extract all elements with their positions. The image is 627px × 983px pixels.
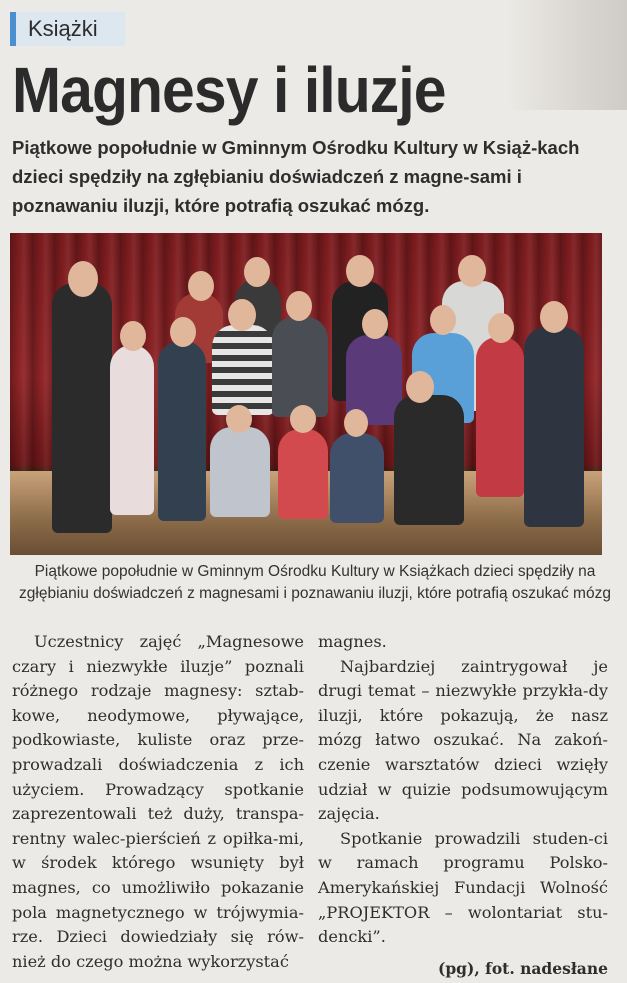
headline: Magnesy i iluzje — [12, 54, 446, 126]
photo-person-head — [228, 299, 256, 331]
photo-person — [394, 395, 464, 525]
article-column-1 — [12, 630, 304, 974]
photo-person-head — [458, 255, 486, 287]
photo-person-head — [362, 309, 388, 339]
photo-person — [158, 341, 206, 521]
photo-person — [210, 427, 270, 517]
photo-person — [476, 337, 524, 497]
photo-person — [524, 327, 584, 527]
photo-person-head — [540, 301, 568, 333]
body-paragraph: Najbardziej zaintrygował je drugi temat – niezwykłe przykła-dy iluzji, które pokazują, że nasz mózg łatwo oszukać. Na zakoń-czenie warsztatów dzieci wzięły udział w quizie podsumowującym zajęcia. — [318, 656, 608, 824]
photo-person-head — [344, 409, 368, 437]
body-paragraph: magnes. — [318, 632, 387, 651]
photo-person — [110, 345, 154, 515]
photo-person — [212, 325, 274, 415]
photo-person-head — [488, 313, 514, 343]
photo-person-head — [170, 317, 196, 347]
photo-person — [272, 317, 328, 417]
photo-person-head — [346, 255, 374, 287]
photo-person-head — [286, 291, 312, 321]
photo-person-head — [244, 257, 270, 287]
photo-caption: Piątkowe popołudnie w Gminnym Ośrodku Kultury w Książkach dzieci spędziły na zgłębianiu doświadczeń z magnesami i poznawaniu iluzji, które potrafią oszukać mózg — [19, 563, 611, 602]
photo-person-head — [68, 261, 98, 297]
byline: (pg), fot. nadesłane — [438, 959, 608, 978]
lead-paragraph: Piątkowe popołudnie w Gminnym Ośrodku Kultury w Książ-kach dzieci spędziły na zgłębianiu doświadczeń z magne-sami i poznawaniu iluzji, które potrafią oszukać mózg. — [12, 137, 580, 216]
photo-person-head — [406, 371, 434, 403]
section-label: Książki — [10, 12, 125, 46]
article-photo — [10, 233, 602, 555]
photo-person — [278, 429, 328, 519]
body-paragraph: Spotkanie prowadzili studen-ci w ramach programu Polsko-Amerykańskiej Fundacji Wolność „PROJEKTOR – wolontariat stu-dencki”. — [318, 828, 608, 947]
photo-person-head — [226, 405, 252, 433]
photo-person — [52, 283, 112, 533]
photo-person-head — [120, 321, 146, 351]
photo-person-head — [188, 271, 214, 301]
article-column-2 — [318, 630, 608, 950]
body-paragraph: Uczestnicy zajęć „Magnesowe czary i niezwykłe iluzje” poznali różnego rodzaje magnesy: sztab-kowe, neodymowe, pływające, podkowiaste, kuliste oraz prze-prowadzali doświadczenia z ich użyciem. Prowadzący spotkanie zaprezentowali też duży, transpa-rentny walec-pierścień z opiłka-mi, w środek którego wsunięty był magnes, co umożliwiło pokazanie pola magnetycznego w trójwymia-rze. Dzieci dowiedziały się rów-nież do czego można wykorzystać — [12, 632, 304, 971]
photo-person-head — [290, 405, 316, 433]
photo-person — [330, 433, 384, 523]
photo-person-head — [430, 305, 456, 335]
